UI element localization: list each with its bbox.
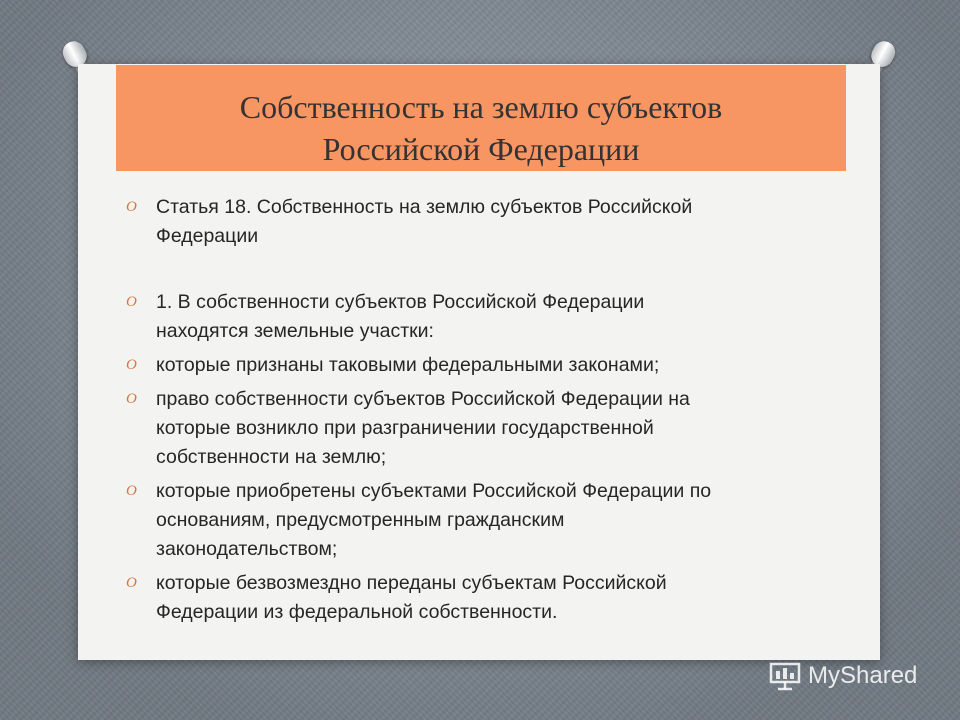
list-item [126,477,846,564]
list-item [126,385,846,472]
bullet-icon: O [126,357,137,373]
watermark-text: MyShared [808,662,918,689]
bullet-list [126,193,846,627]
bullet-icon: O [126,575,137,591]
item-line: которые приобретены субъектами Российской Федерации по [156,480,712,502]
item-line: основаниям, предусмотренным гражданским [156,509,565,531]
bullet-icon: O [126,294,137,310]
list-item [126,351,846,380]
bullet-icon: O [126,199,137,215]
item-line: Статья 18. Собственность на землю субъектов Российской [156,196,693,218]
item-line: Федерации [156,225,259,247]
item-line: которые безвозмездно переданы субъектам Российской [156,572,667,594]
list-item [126,569,846,627]
list-item [126,288,846,346]
watermark[interactable] [768,656,917,696]
item-line: законодательством; [156,538,338,560]
bullet-icon: O [126,391,137,407]
item-line: которые возникло при разграничении государственной [156,417,654,439]
item-line: Федерации из федеральной собственности. [156,601,558,623]
item-line: находятся земельные участки: [156,320,434,342]
list-item [126,193,846,251]
title-line-1: Собственность на землю субъектов [239,89,723,125]
presentation-board-icon [768,661,802,691]
slide-title [116,86,846,170]
item-line: собственности на землю; [156,446,387,468]
item-line: право собственности субъектов Российской Федерации на [156,388,690,410]
item-line: 1. В собственности субъектов Российской Федерации [156,291,645,313]
title-line-2: Российской Федерации [322,131,640,167]
item-line: которые признаны таковыми федеральными законами; [156,354,660,376]
bullet-icon: O [126,483,137,499]
